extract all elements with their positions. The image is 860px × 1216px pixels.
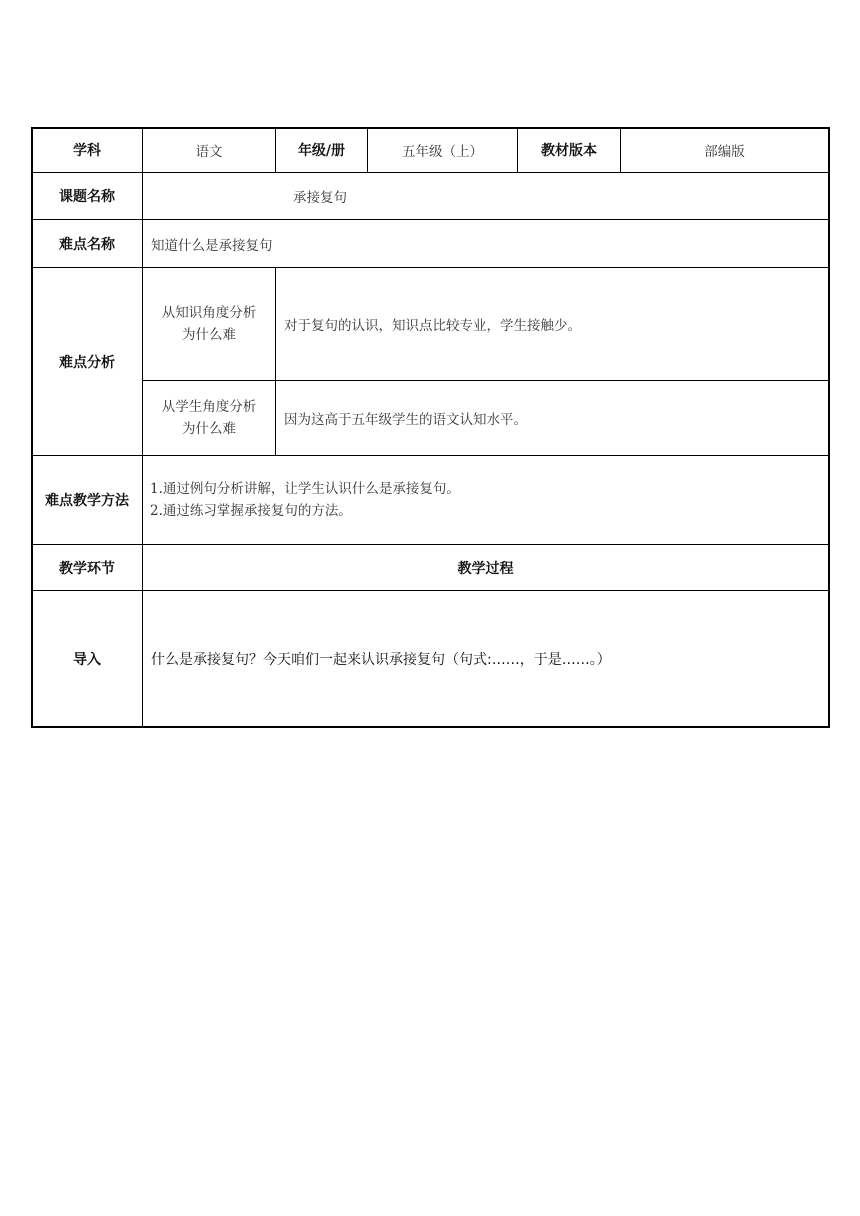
process-header: 教学过程	[457, 560, 514, 577]
method-item: 1.通过例句分析讲解，让学生认识什么是承接复句。	[150, 481, 460, 497]
analysis-label: 难点分析	[59, 354, 115, 371]
intro-label: 导入	[73, 651, 101, 668]
difficulty-value: 知道什么是承接复句	[151, 237, 273, 254]
student-angle-label-line1: 从学生角度分析	[161, 399, 257, 415]
subject-value: 语文	[195, 144, 223, 160]
topic-value: 承接复句	[293, 190, 347, 206]
method-label: 难点教学方法	[45, 493, 129, 509]
topic-label: 课题名称	[59, 189, 115, 205]
difficulty-label: 难点名称	[59, 236, 115, 253]
table-border-right	[828, 127, 830, 728]
stage-header: 教学环节	[59, 560, 115, 577]
lesson-plan-table	[31, 127, 830, 728]
knowledge-angle-label-line2: 为什么难	[182, 327, 236, 343]
edition-value: 部编版	[704, 144, 745, 160]
student-angle-label	[143, 381, 275, 455]
grade-value: 五年级（上）	[402, 144, 483, 160]
knowledge-angle-text: 对于复句的认识，知识点比较专业，学生接触少。	[284, 318, 581, 334]
knowledge-angle-label-line1: 从知识角度分析	[161, 305, 257, 321]
knowledge-angle-label	[143, 268, 275, 380]
student-angle-text: 因为这高于五年级学生的语文认知水平。	[284, 412, 527, 428]
edition-label: 教材版本	[541, 143, 597, 159]
intro-text: 什么是承接复句？今天咱们一起来认识承接复句（句式:……，于是……。）	[151, 651, 611, 668]
grade-label: 年级/册	[297, 143, 346, 159]
method-list	[143, 456, 828, 544]
table-border-bottom	[31, 726, 830, 728]
student-angle-label-line2: 为什么难	[182, 421, 236, 437]
subject-label: 学科	[73, 143, 101, 159]
method-item: 2.通过练习掌握承接复句的方法。	[150, 503, 352, 519]
